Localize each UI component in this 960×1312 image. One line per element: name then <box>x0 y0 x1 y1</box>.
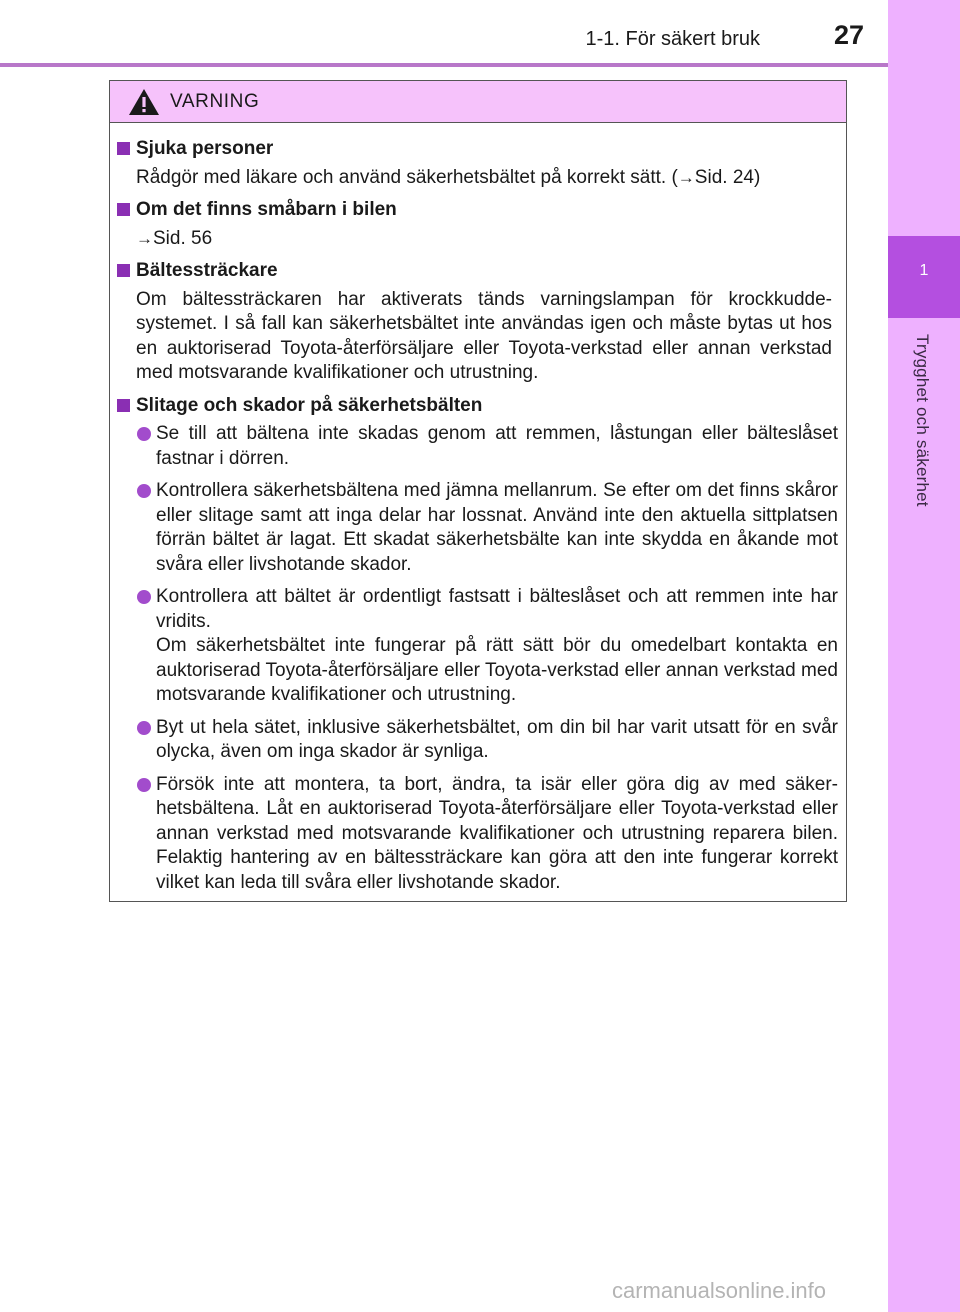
list-item <box>110 422 846 471</box>
section-heading <box>110 259 846 284</box>
list-item-text: Byt ut hela sätet, inklusive säkerhetsbältet, om din bil har varit utsatt för en svår olycka, även om inga skador är synliga. <box>156 716 838 762</box>
list-item-text: Se till att bältena inte skadas genom att remmen, låstungan eller bälteslåset fastnar i dörren. <box>156 423 838 469</box>
page-reference-link[interactable]: Sid. 24 <box>694 166 754 188</box>
list-item-text: Kontrollera att bältet är ordentligt fastsatt i bälteslåset och att remmen inte har vridits. <box>156 586 838 632</box>
square-bullet-icon <box>117 399 130 412</box>
section-text: Om bältessträckaren har aktiverats tänds varningslampan för krockkudde-systemet. I så fall kan säkerhetsbältet inte användas igen och måste bytas ut hos en auktoriserad Toyota-återförsäljare eller Toyota-verkstad eller annan verkstad med motsvarande kvalifikationer och utrustning. <box>136 288 832 383</box>
list-item <box>110 773 846 896</box>
list-item <box>110 716 846 765</box>
section-heading <box>110 137 846 162</box>
page-reference-link[interactable]: Sid. 56 <box>153 227 213 249</box>
section-small-children <box>110 198 846 251</box>
section-heading <box>110 394 846 419</box>
section-heading-text: Bältessträckare <box>136 260 278 281</box>
round-bullet-icon <box>137 427 151 441</box>
arrow-right-icon: → <box>136 228 153 248</box>
side-tab <box>888 0 960 1312</box>
square-bullet-icon <box>117 203 130 216</box>
round-bullet-icon <box>137 778 151 792</box>
warning-triangle-icon <box>128 88 160 116</box>
section-heading-text: Sjuka personer <box>136 138 274 159</box>
round-bullet-icon <box>137 484 151 498</box>
section-pretensioner <box>110 259 846 386</box>
warning-box <box>109 80 847 902</box>
section-text <box>110 227 846 252</box>
section-text-after-ref: ) <box>753 166 761 188</box>
warning-title: VARNING <box>170 91 260 112</box>
page-number: 27 <box>833 20 865 50</box>
header-rule <box>0 63 888 67</box>
round-bullet-icon <box>137 590 151 604</box>
section-heading <box>110 198 846 223</box>
header-section-title: 1-1. För säkert bruk <box>585 28 760 50</box>
section-heading-text: Slitage och skador på säkerhetsbälten <box>136 394 483 416</box>
square-bullet-icon <box>117 264 130 277</box>
arrow-right-icon: → <box>677 167 695 187</box>
section-sick-persons <box>110 137 846 190</box>
list-item <box>110 479 846 577</box>
chapter-title: Trygghet och säkerhet <box>913 334 932 507</box>
list-item-text: Om säkerhetsbältet inte fungerar på rätt sätt bör du omedelbart kontakta en auktoriserad Toyota-återförsäljare eller Toyota-verkstad eller annan verkstad med motsvarande kvalifikationer och utrustning. <box>156 635 838 705</box>
footer-watermark[interactable]: carmanualsonline.info <box>612 1278 827 1303</box>
section-text-before-ref: Rådgör med läkare och använd säkerhetsbältet på korrekt sätt. ( <box>136 166 678 188</box>
list-item <box>110 585 846 708</box>
square-bullet-icon <box>117 142 130 155</box>
section-wear-damage <box>110 394 846 896</box>
section-heading-text: Om det finns småbarn i bilen <box>136 199 397 220</box>
list-item-text: Kontrollera säkerhetsbältena med jämna mellanrum. Se efter om det finns skåror eller slitage samt att inga delar har lossnat. Använd inte den aktuella sittplatsen förrän bältet är lagat. Ett skadat säkerhetsbälte kan inte skydda en åkande mot svåra eller livshotande skador. <box>156 480 838 575</box>
section-text <box>110 166 846 191</box>
warning-content <box>110 137 846 903</box>
round-bullet-icon <box>137 721 151 735</box>
chapter-number: 1 <box>919 262 929 279</box>
warning-header <box>110 81 846 123</box>
list-item-text: Försök inte att montera, ta bort, ändra, ta isär eller göra dig av med säker-hetsbältena. Låt en auktoriserad Toyota-återförsäljare eller Toyota-verkstad eller annan verkstad med motsvarande kvalifikationer och utrustning reparera bilen. Felaktig hantering av en bältessträckare kan göra att den inte fungerar korrekt vilket kan leda till svåra eller livshotande skador. <box>156 773 838 893</box>
